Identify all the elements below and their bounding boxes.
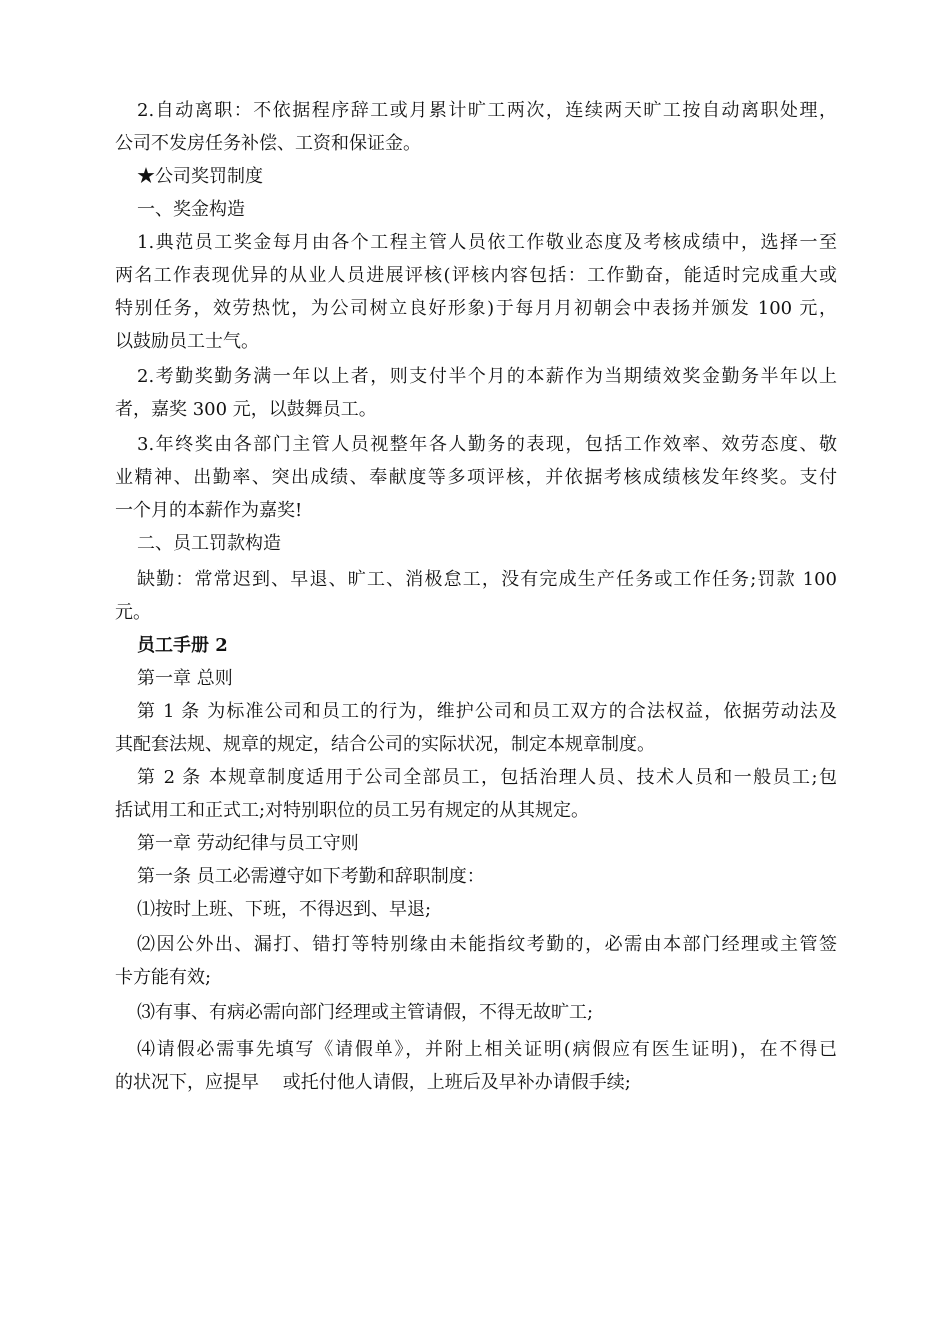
text-line: 两名工作表现优异的从业人员进展评核(评核内容包括：工作勤奋，能适时完成重大或 <box>115 265 837 286</box>
paragraph-p7 <box>115 527 837 560</box>
paragraph-p11 <box>115 695 837 761</box>
paragraph-p2 <box>115 160 837 193</box>
text-line: 一个月的本薪作为嘉奖! <box>115 500 303 521</box>
text-line: 员工手册 2 <box>137 635 228 656</box>
text-line: ⑶有事、有病必需向部门经理或主管请假，不得无故旷工; <box>137 1002 594 1023</box>
document-body <box>115 94 837 1099</box>
paragraph-p12 <box>115 761 837 827</box>
text-line: 者，嘉奖 300 元，以鼓舞员工。 <box>115 399 377 420</box>
text-line: 第 1 条 为标准公司和员工的行为，维护公司和员工双方的合法权益，依据劳动法及 <box>137 701 837 722</box>
text-line: 括试用工和正式工;对特别职位的员工另有规定的从其规定。 <box>115 800 590 821</box>
text-line: 第 2 条 本规章制度适用于公司全部员工，包括治理人员、技术人员和一般员工;包 <box>137 767 837 788</box>
text-line: ★公司奖罚制度 <box>137 166 263 187</box>
text-line: 3.年终奖由各部门主管人员视整年各人勤务的表现，包括工作效率、效劳态度、敬 <box>137 434 837 455</box>
paragraph-p6 <box>115 428 837 527</box>
text-line: 2.考勤奖勤务满一年以上者，则支付半个月的本薪作为当期绩效奖金勤务半年以上 <box>137 366 837 387</box>
text-line: 2.自动离职：不依据程序辞工或月累计旷工两次，连续两天旷工按自动离职处理， <box>137 100 837 121</box>
text-line: 1.典范员工奖金每月由各个工程主管人员依工作敬业态度及考核成绩中，选择一至 <box>137 232 837 253</box>
text-line: 缺勤：常常迟到、早退、旷工、消极怠工，没有完成生产任务或工作任务;罚款 100 <box>137 569 837 590</box>
text-line: ⑴按时上班、下班，不得迟到、早退; <box>137 899 432 920</box>
paragraph-p1 <box>115 94 837 160</box>
paragraph-p3 <box>115 193 837 226</box>
paragraph-p13 <box>115 827 837 860</box>
text-line: 二、员工罚款构造 <box>137 533 281 554</box>
paragraph-p15 <box>115 893 837 926</box>
text-line: 业精神、出勤率、突出成绩、奉献度等多项评核，并依据考核成绩核发年终奖。支付 <box>115 467 837 488</box>
text-line: 其配套法规、规章的规定，结合公司的实际状况，制定本规章制度。 <box>115 734 655 755</box>
text-line: 卡方能有效; <box>115 967 212 988</box>
text-line: ⑵因公外出、漏打、错打等特别缘由未能指纹考勤的，必需由本部门经理或主管签 <box>137 934 837 955</box>
paragraph-p18 <box>115 1033 837 1099</box>
text-line: 第一章 总则 <box>137 668 233 689</box>
text-line: 特别任务，效劳热忱，为公司树立良好形象)于每月月初朝会中表扬并颁发 100 元， <box>115 298 837 319</box>
text-line: 第一章 劳动纪律与员工守则 <box>137 833 359 854</box>
paragraph-p4 <box>115 226 837 358</box>
text-line: 一、奖金构造 <box>137 199 245 220</box>
paragraph-p17 <box>115 996 837 1029</box>
paragraph-p9 <box>115 629 837 662</box>
text-line: 公司不发房任务补偿、工资和保证金。 <box>115 133 421 154</box>
text-line: 的状况下，应提早 或托付他人请假，上班后及早补办请假手续; <box>115 1072 631 1093</box>
paragraph-p10 <box>115 662 837 695</box>
paragraph-p5 <box>115 360 837 426</box>
text-line: 元。 <box>115 602 151 623</box>
paragraph-p16 <box>115 928 837 994</box>
text-line: ⑷请假必需事先填写《请假单》，并附上相关证明(病假应有医生证明)，在不得已 <box>137 1039 837 1060</box>
paragraph-p14 <box>115 860 837 893</box>
text-line: 第一条 员工必需遵守如下考勤和辞职制度： <box>137 866 485 887</box>
paragraph-p8 <box>115 563 837 629</box>
text-line: 以鼓励员工士气。 <box>115 331 259 352</box>
